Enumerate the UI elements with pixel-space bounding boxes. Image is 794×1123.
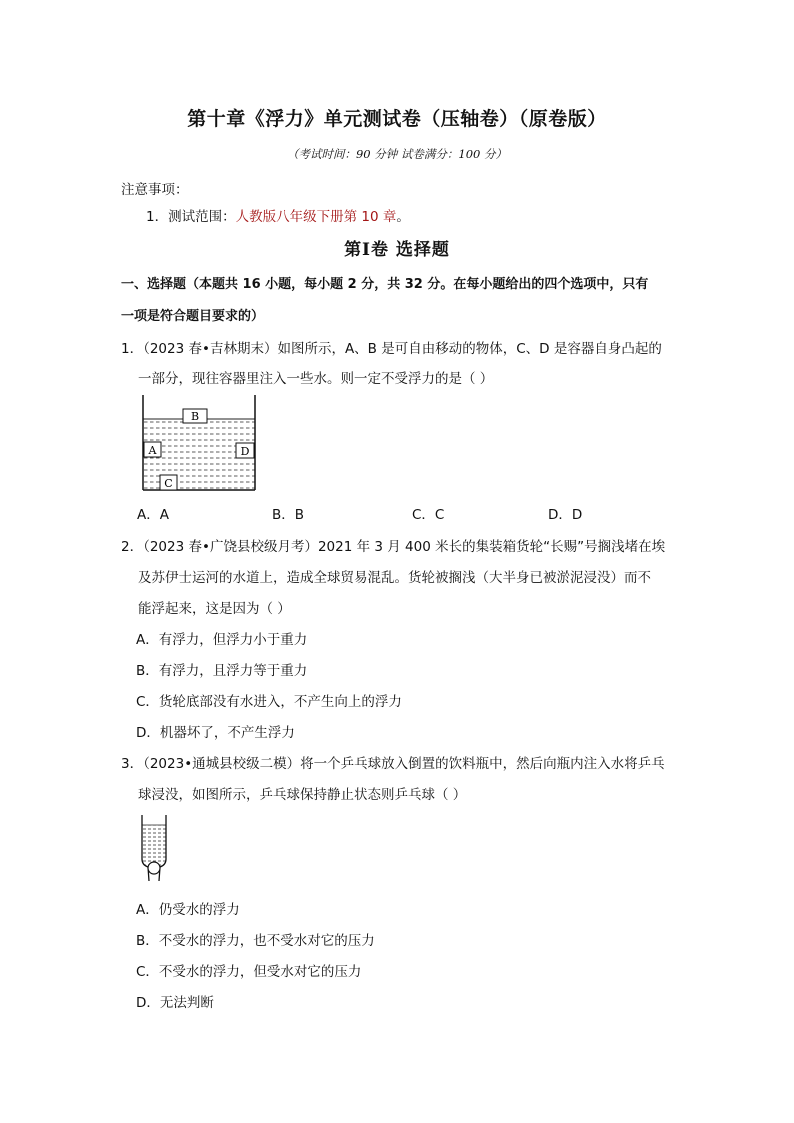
question-2-option-b[interactable]: B．有浮力，且浮力等于重力 <box>136 663 308 679</box>
figure-label-a: A <box>148 444 157 457</box>
question-1-option-a[interactable]: A．A <box>137 507 169 523</box>
question-1-line1: 1．（2023 春•吉林期末）如图所示，A、B 是可自由移动的物体，C、D 是容器自身凸起的 <box>121 341 662 357</box>
note-item-prefix: 1．测试范围： <box>146 209 236 225</box>
figure-label-d: D <box>240 445 250 458</box>
question-1-option-d[interactable]: D．D <box>548 507 583 523</box>
question-3-option-c[interactable]: C．不受水的浮力，但受水对它的压力 <box>136 964 362 980</box>
exam-info: （考试时间：90 分钟 试卷满分：100 分） <box>286 147 508 161</box>
notes-heading: 注意事项： <box>121 182 189 198</box>
question-2-line2: 及苏伊士运河的水道上，造成全球贸易混乱。货轮被搁浅（大半身已被淤泥浸没）而不 <box>138 570 651 586</box>
question-1-line2: 一部分，现往容器里注入一些水。则一定不受浮力的是（ ） <box>138 371 494 387</box>
question-1-container-figure <box>138 395 262 495</box>
question-3-bottle-figure <box>138 815 170 883</box>
note-item-scope <box>146 205 410 225</box>
question-1-option-b[interactable]: B．B <box>272 507 305 523</box>
note-item-suffix: 。 <box>396 209 410 225</box>
question-2-line3: 能浮起来，这是因为（ ） <box>138 601 291 617</box>
question-1-option-c[interactable]: C．C <box>412 507 445 523</box>
question-3-option-a[interactable]: A．仍受水的浮力 <box>136 902 240 918</box>
section-title: 第Ⅰ卷 选择题 <box>344 240 450 260</box>
question-2-option-d[interactable]: D．机器坏了，不产生浮力 <box>136 725 295 741</box>
question-3-line1: 3．（2023•通城县校级二模）将一个乒乓球放入倒置的饮料瓶中，然后向瓶内注入水将乒乓 <box>121 756 665 772</box>
question-2-option-c[interactable]: C．货轮底部没有水进入，不产生向上的浮力 <box>136 694 402 710</box>
question-3-option-d[interactable]: D．无法判断 <box>136 995 214 1011</box>
note-item-scope-highlight: 人教版八年级下册第 10 章 <box>235 209 397 225</box>
question-2-line1: 2．（2023 春•广饶县校级月考）2021 年 3 月 400 米长的集装箱货轮“长赐”号搁浅堵在埃 <box>121 539 666 555</box>
question-3-option-b[interactable]: B．不受水的浮力，也不受水对它的压力 <box>136 933 375 949</box>
part-heading-line1: 一、选择题（本题共 16 小题，每小题 2 分，共 32 分。在每小题给出的四个选项中，只有 <box>121 277 649 292</box>
part-heading-line2: 一项是符合题目要求的） <box>121 309 265 324</box>
figure-label-b: B <box>190 410 200 423</box>
figure-label-c: C <box>164 477 173 490</box>
question-2-option-a[interactable]: A．有浮力，但浮力小于重力 <box>136 632 308 648</box>
question-3-line2: 球浸没，如图所示，乒乓球保持静止状态则乒乓球（ ） <box>138 787 467 803</box>
page-title: 第十章《浮力》单元测试卷（压轴卷）（原卷版） <box>187 108 607 130</box>
